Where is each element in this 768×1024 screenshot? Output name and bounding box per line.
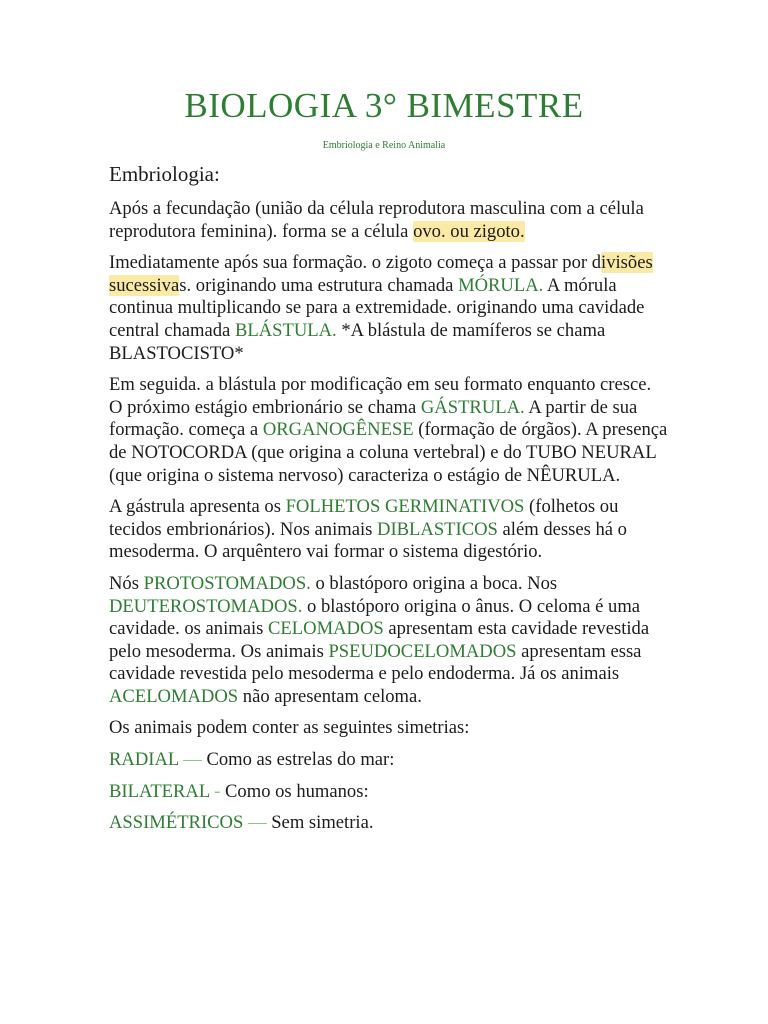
key-term: GÁSTRULA.	[420, 396, 525, 418]
paragraph-celoma	[109, 573, 669, 709]
paragraph-text: Imediatamente após sua formação. o zigoto começa a passar por d	[109, 252, 602, 274]
key-term: MÓRULA.	[458, 274, 544, 296]
paragraph-text: o blastóporo origina o ânus. O celoma é uma cavidade. os animais	[109, 595, 641, 640]
key-term: FOLHETOS GERMINATIVOS	[285, 496, 525, 518]
paragraph-gastrula	[109, 374, 669, 487]
highlighted-term: ovo. ou zigoto.	[413, 220, 525, 242]
key-term: CELOMADOS	[268, 618, 384, 640]
paragraph-morula	[109, 252, 669, 365]
key-term: ORGANOGÊNESE	[262, 419, 414, 441]
paragraph-text: Após a fecundação (união da célula reprodutora masculina com a célula reprodutora feminina). forma se a célula	[109, 198, 644, 242]
paragraph-text: apresentam essa cavidade revestida pelo mesoderma e pelo endoderma. Já os animais	[109, 640, 642, 685]
key-term: ACELOMADOS	[109, 685, 239, 707]
symmetry-item	[109, 812, 669, 835]
key-term: DEUTEROSTOMADOS.	[109, 595, 303, 617]
symmetry-item	[109, 781, 669, 804]
symmetry-name: BILATERAL	[109, 780, 210, 802]
key-term: PSEUDOCELOMADOS	[328, 640, 517, 662]
paragraph-text: A gástrula apresenta os	[109, 496, 286, 518]
symmetry-separator: —	[178, 749, 207, 771]
highlighted-term: ivisões sucessiva	[109, 252, 653, 296]
symmetry-item	[109, 749, 669, 772]
symmetry-description: Sem simetria.	[271, 812, 374, 834]
symmetry-separator: -	[209, 780, 226, 802]
paragraph-text: não apresentam celoma.	[238, 685, 422, 707]
key-term: PROTOSTOMADOS.	[143, 572, 311, 594]
paragraph-text: s. originando uma estrutura chamada	[179, 274, 459, 296]
paragraph-simetrias	[109, 717, 669, 740]
symmetry-name: ASSIMÉTRICOS	[109, 812, 244, 834]
document-body	[109, 160, 669, 844]
paragraph-text: Nós	[109, 572, 144, 594]
paragraph-text: o blastóporo origina a boca. Nos	[310, 572, 558, 594]
page-subtitle: Embriologia e Reino Animalia	[322, 140, 446, 151]
section-heading: Embriologia:	[109, 162, 220, 186]
paragraph-text: A partir de sua formação. começa a	[109, 396, 638, 441]
symmetry-description: Como as estrelas do mar:	[206, 749, 395, 771]
symmetry-separator: —	[243, 812, 272, 834]
paragraph-text: *A blástula de mamíferos se chama BLASTOCISTO*	[109, 319, 606, 364]
paragraph-text: A mórula continua multiplicando se para a extremidade. originando uma cavidade central chamada	[109, 274, 645, 341]
paragraph-text: Em seguida. a blástula por modificação em seu formato enquanto cresce. O próximo estágio embrionário se chama	[109, 374, 652, 418]
paragraph-text: apresentam esta cavidade revestida pelo mesoderma. Os animais	[109, 618, 650, 662]
page-title: BIOLOGIA 3° BIMESTRE	[184, 86, 584, 125]
symmetry-name: RADIAL	[109, 749, 179, 771]
key-term: BLÁSTULA.	[234, 319, 337, 341]
key-term: DIBLASTICOS	[377, 518, 498, 540]
paragraph-text: além desses há o mesoderma. O arquêntero vai formar o sistema digestório.	[109, 518, 627, 563]
paragraph-fecundacao	[109, 198, 669, 243]
paragraph-folhetos	[109, 496, 669, 564]
paragraph-text: (folhetos ou tecidos embrionários). Nos animais	[109, 496, 619, 540]
paragraph-text: Os animais podem conter as seguintes simetrias:	[109, 717, 470, 739]
symmetry-description: Como os humanos:	[225, 780, 369, 802]
paragraph-text: (formação de órgãos). A presença de NOTOCORDA (que origina a coluna vertebral) e do TUBO NEURAL (que origina o sistema nervoso) caracteriza o estágio de NÊURULA.	[109, 419, 668, 486]
